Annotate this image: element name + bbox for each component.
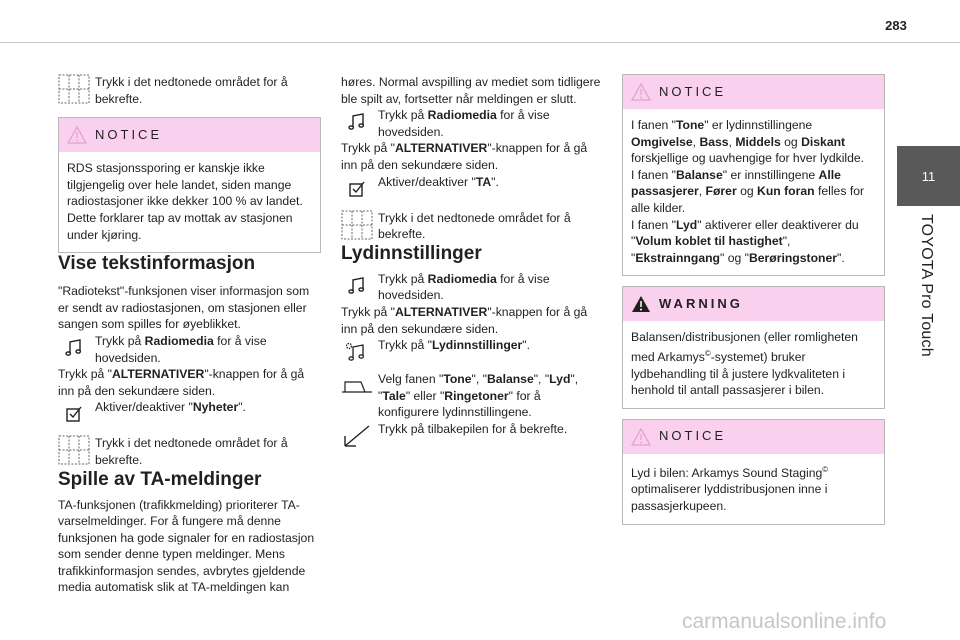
step-alternativer [58, 366, 321, 399]
step-nyheter [58, 399, 321, 429]
notice-bold: Berøringstoner [748, 250, 838, 265]
step-bold: Lydinnstillinger [432, 338, 523, 353]
notice-text-part: felles for alle kilder. [631, 184, 865, 215]
step-bold: ALTERNATIVER [395, 141, 488, 156]
step-text: ", " [533, 372, 550, 387]
step-bold: Nyheter [192, 400, 239, 415]
music-note-icon [58, 333, 90, 363]
step-bold: Ringetoner [444, 388, 509, 403]
step-bold: Radiomedia [427, 108, 497, 123]
step-text: Trykk i det nedtonede området for å bekrefte. [95, 75, 288, 106]
notice-text-part: ". [837, 250, 845, 265]
warning-triangle-icon [631, 428, 651, 446]
step-text: " for å konfigurere lydinnstillingene. [378, 388, 541, 420]
copyright-mark: © [822, 464, 829, 474]
step-text: Trykk på " [341, 141, 395, 156]
notice-text-part: I fanen " [631, 217, 676, 232]
warning-triangle-filled-icon [631, 295, 651, 313]
step-radiomedia [341, 271, 604, 304]
notice-text: RDS stasjonssporing er kanskje ikke tilgjengelig over hele landet, siden mange radiostasjoner ikke dekker 100 % av landet. Dette forklarer tap av mottak av stasjonen under kjøring. [67, 161, 303, 242]
step-radiomedia [341, 107, 604, 140]
column-1 [58, 74, 321, 596]
warning-text [623, 321, 884, 407]
step-text: for å vise hovedsiden. [378, 271, 550, 303]
step-velg-fanen [341, 371, 604, 421]
notice-bold: Balanse [675, 167, 723, 182]
step-confirm [58, 74, 321, 107]
section-intro: "Radiotekst"-funksjonen viser informasjon som er sendt av radiostasjonen, om stasjonen eller sangen som spilles for øyeblikket. [58, 284, 310, 332]
step-text: Trykk på " [378, 338, 432, 353]
step-text: Trykk på [378, 108, 428, 123]
notice-text-part: optimaliserer lyddistribusjonen inne i passasjerkupeen. [631, 482, 828, 514]
notice-text [623, 454, 884, 524]
notice-bold: Alle passasjerer [631, 167, 841, 199]
step-text: ", " [378, 372, 579, 403]
step-ta [341, 174, 604, 204]
step-text: "-knappen for å gå inn på den sekundære siden. [341, 304, 588, 336]
step-text: Aktiver/deaktiver " [95, 400, 193, 415]
step-text: Trykk på [95, 333, 145, 348]
step-text: for å vise hovedsiden. [95, 333, 267, 365]
step-alternativer [341, 140, 604, 173]
notice-text-part: , [692, 134, 700, 149]
checkbox-icon [341, 174, 373, 204]
step-text: Trykk i det nedtonede området for å bekrefte. [378, 210, 571, 242]
step-text: " eller " [405, 388, 445, 403]
notice-text-part: I fanen " [631, 167, 676, 182]
step-text: ". [238, 400, 246, 415]
step-bold: Tale [382, 388, 406, 403]
step-lydinnstillinger [341, 337, 604, 367]
warning-text-part: Balansen/distribusjonen (eller romligheten med Arkamys [631, 330, 858, 364]
step-bold: ALTERNATIVER [112, 367, 205, 382]
step-text: Aktiver/deaktiver " [378, 174, 476, 189]
side-title [896, 212, 960, 372]
column-3 [622, 74, 885, 525]
music-settings-icon [341, 337, 373, 367]
warning-box [622, 286, 885, 408]
notice-bold: Lyd [675, 217, 698, 232]
notice-bold: Diskant [801, 134, 846, 149]
notice-text-part: forskjellige og uavhengige for hver lydkilde. [631, 151, 865, 166]
header-rule [0, 42, 960, 43]
step-text: Velg fanen " [378, 372, 444, 387]
notice-bold: Omgivelse [631, 134, 693, 149]
notice-header [623, 420, 884, 454]
step-text: ", " [471, 372, 487, 387]
grid-icon [58, 435, 90, 465]
section-title-ta: Spille av TA-meldinger [58, 468, 262, 490]
step-text: "-knappen for å gå inn på den sekundære siden. [341, 141, 588, 172]
notice-bold: Bass [699, 134, 729, 149]
step-text: Trykk i det nedtonede området for å bekrefte. [95, 436, 288, 467]
tab-icon [341, 371, 373, 401]
notice-text-part: Lyd i bilen: Arkamys Sound Staging [631, 465, 823, 480]
notice-text-part: , [698, 184, 706, 199]
footer-watermark: carmanualsonline.info [682, 610, 887, 633]
page-number: 283 [885, 18, 907, 33]
notice-bold: Middels [735, 134, 781, 149]
grid-icon [58, 74, 90, 104]
notice-bold: Ekstrainngang [635, 250, 720, 265]
warning-triangle-icon [631, 83, 651, 101]
notice-box [58, 117, 321, 253]
notice-label: NOTICE [95, 126, 163, 142]
step-bold: TA [475, 174, 492, 189]
step-text: ". [491, 174, 499, 189]
step-text: ". [522, 338, 530, 353]
step-bold: ALTERNATIVER [395, 304, 488, 319]
section-title-lyd: Lydinnstillinger [341, 242, 482, 264]
step-bold: Lyd [549, 372, 571, 387]
notice-bold: Volum koblet til hastighet [635, 234, 783, 249]
warning-text-part: -systemet) bruker lydbehandling til å justere lydkvaliteten i henhold til antall passasjerer i bilen. [631, 350, 846, 398]
side-title-text: TOYOTA Pro Touch [918, 214, 935, 357]
continued-text: høres. Normal avspilling av mediet som tidligere ble spilt av, fortsetter når meldingen er slutt. [341, 75, 601, 106]
notice-bold: Fører [705, 184, 737, 199]
warning-header [623, 287, 884, 321]
notice-text [623, 109, 884, 275]
step-text: Trykk på tilbakepilen for å bekrefte. [378, 421, 568, 436]
notice-text-part: " aktiverer eller deaktiverer du " [631, 217, 859, 249]
notice-box [622, 74, 885, 276]
step-back [341, 421, 604, 451]
step-confirm [58, 435, 321, 468]
notice-label: NOTICE [659, 83, 727, 99]
warning-label: WARNING [659, 296, 743, 312]
notice-text-part: " er lydinnstillingene [704, 118, 813, 132]
section-title-tekstinfo: Vise tekstinformasjon [58, 253, 256, 275]
step-text: Trykk på " [341, 304, 395, 319]
step-text: Trykk på " [58, 367, 112, 382]
notice-text-part: , [728, 134, 736, 149]
step-text: for å vise hovedsiden. [378, 108, 550, 139]
notice-text-part: " er innstillingene [722, 167, 819, 182]
warning-triangle-icon [67, 126, 87, 144]
notice-text-part: ", " [631, 234, 791, 265]
chapter-tab[interactable] [897, 146, 960, 206]
step-bold: Tone [443, 372, 472, 387]
copyright-mark: © [704, 348, 711, 358]
step-radiomedia [58, 333, 321, 366]
notice-text-part: I fanen " [631, 118, 676, 132]
notice-header [59, 118, 320, 152]
notice-label: NOTICE [659, 428, 727, 444]
grid-icon [341, 210, 373, 240]
step-confirm [341, 210, 604, 243]
chapter-tab-number: 11 [921, 168, 936, 184]
section-text: TA-funksjonen (trafikkmelding) prioriterer TA-varselmeldinger. For å fungere må denne funksjonen ha gode signaler for en radiostasjon som sender denne typen meldinger. Mens trafikkinformasjon sendes, avbrytes gjeldende media automatisk slik at TA-meldingen kan [58, 497, 315, 595]
music-note-icon [341, 271, 373, 301]
checkbox-icon [58, 399, 90, 429]
notice-text-part: og [780, 134, 802, 149]
step-bold: Balanse [486, 372, 534, 387]
notice-header [623, 75, 884, 109]
step-text: Trykk på [378, 271, 428, 286]
column-2 [341, 74, 604, 451]
notice-text-part: " og " [719, 250, 749, 265]
notice-bold: Kun foran [757, 184, 815, 199]
step-text: "-knappen for å gå inn på den sekundære siden. [58, 367, 305, 398]
step-bold: Radiomedia [144, 333, 214, 348]
notice-box [622, 419, 885, 525]
back-arrow-icon [341, 421, 373, 451]
music-note-icon [341, 107, 373, 137]
step-bold: Radiomedia [427, 271, 497, 286]
notice-text-part: og [736, 184, 758, 199]
notice-bold: Tone [675, 118, 705, 132]
step-alternativer [341, 304, 604, 337]
